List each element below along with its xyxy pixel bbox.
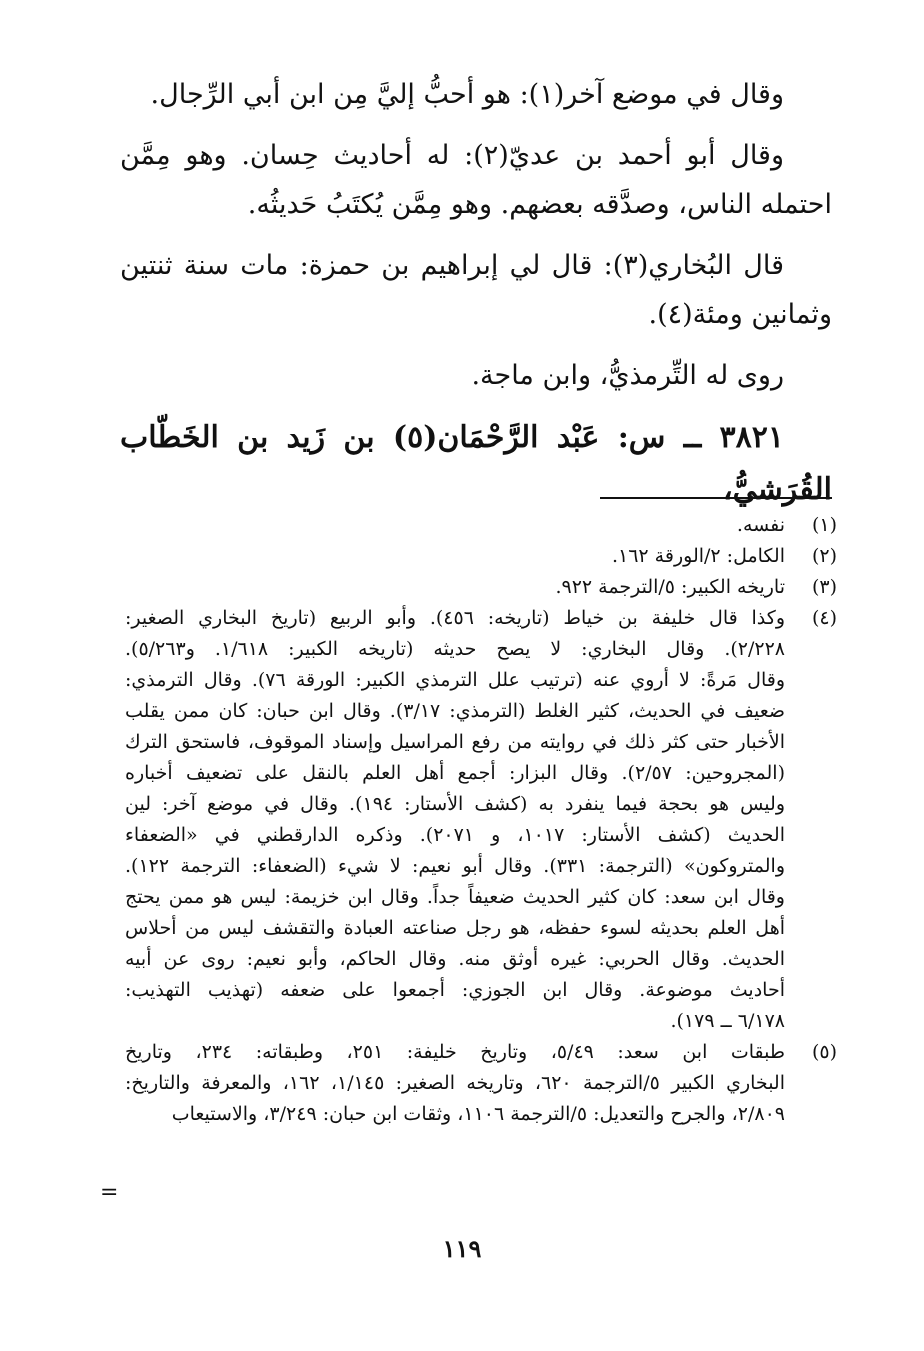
page-number: ١١٩: [442, 1234, 482, 1263]
footnote-separator: [600, 497, 832, 499]
footnote-text: [125, 603, 785, 1037]
footnote-text: [125, 541, 785, 572]
footnotes: [125, 510, 837, 1130]
footnote-line: الحديث (كشف الأستار: ١٠١٧، و ٢٠٧١). وذكره الدارقطني في «الضعفاء: [125, 824, 785, 846]
paragraph-4: روى له التِّرمذيُّ، وابن ماجة.: [471, 360, 784, 391]
footnote-line: الحديث. وقال الحربي: غيره أوثق منه. وقال الحاكم، وأبو نعيم: روى عن أبيه: [125, 948, 785, 970]
footnote-line: وقال ابن سعد: كان كثير الحديث ضعيفاً جداً. وقال ابن خزيمة: ليس هو ممن يحتج: [125, 886, 785, 908]
footnote-3: [125, 572, 837, 603]
footnote-line: ٢/٢٢٨). وقال البخاري: لا يصح حديثه (تاريخه الكبير: ١/٦١٨. و٥/٢٦٣).: [125, 638, 786, 660]
footnote-number: (٤): [811, 607, 837, 629]
continuation-mark: =: [100, 1180, 119, 1205]
footnote-2: [125, 541, 837, 572]
footnote-number: (١): [811, 514, 837, 536]
footnote-4: [125, 603, 837, 1037]
paragraph-2: وقال أبو أحمد بن عديّ(٢): له أحاديث حِسان. وهو مِمَّن احتمله الناس، وصدَّقه بعضهم. وهو مِمَّن يُكتَبُ حَديثُه.: [120, 140, 832, 220]
footnote-line: أهل العلم بحديثه لسوء حفظه، هو رجل صناعته العبادة والتقشف ليس من أحلاس: [125, 917, 785, 939]
footnote-line: أحاديث موضوعة. وقال ابن الجوزي: أجمعوا على ضعفه (تهذيب التهذيب:: [125, 979, 785, 1001]
footnote-line: البخاري الكبير ٥/الترجمة ٦٢٠، وتاريخه الصغير: ١/١٤٥، ١٦٢، والمعرفة والتاريخ:: [125, 1072, 785, 1094]
paragraph-3: قال البُخاري(٣): قال لي إبراهيم بن حمزة: مات سنة ثنتين وثمانين ومئة(٤).: [120, 250, 832, 330]
footnote-line: والمتروكون» (الترجمة: ٣٣١). وقال أبو نعيم: لا شيء (الضعفاء: الترجمة ١٢٢).: [125, 855, 786, 877]
footnote-line: ٦/١٧٨ ــ ١٧٩).: [670, 1010, 785, 1032]
footnote-line: ٢/٨٠٩، والجرح والتعديل: ٥/الترجمة ١١٠٦، وثقات ابن حبان: ٣/٢٤٩، والاستيعاب: [171, 1103, 785, 1125]
entry-heading: ٣٨٢١ ــ س: عَبْد الرَّحْمَان(٥) بن زَيد بن الخَطّاب القُرَشيُّ،: [120, 420, 832, 507]
footnote-line: ضعيف في الحديث، كثير الغلط (الترمذي: ٣/١٧). وقال ابن حبان: كان ممن يقلب: [125, 700, 785, 722]
footnote-text: [125, 572, 785, 603]
footnote-line: (المجروحين: ٢/٥٧). وقال البزار: أجمع أهل العلم بالنقل على تضعيف أخباره: [125, 762, 785, 784]
main-text: [120, 70, 832, 516]
footnote-1: [125, 510, 837, 541]
footnote-text: [125, 1037, 785, 1130]
footnote-line: طبقات ابن سعد: ٥/٤٩، وتاريخ خليفة: ٢٥١، وطبقاته: ٢٣٤، وتاريخ: [125, 1041, 785, 1063]
footnote-line: وكذا قال خليفة بن خياط (تاريخه: ٤٥٦). وأبو الربيع (تاريخ البخاري الصغير:: [125, 607, 786, 629]
footnote-line: الكامل: ٢/الورقة ١٦٢.: [611, 545, 785, 567]
footnote-line: نفسه.: [736, 514, 785, 536]
footnote-line: الأخبار حتى كثر ذلك في روايته من رفع المراسيل وإسناد الموقوف، فاستحق الترك: [125, 731, 785, 753]
footnote-number: (٣): [811, 576, 837, 598]
footnote-line: وقال مَرةً: لا أروي عنه (ترتيب علل الترمذي الكبير: الورقة ٧٦). وقال الترمذي:: [125, 669, 785, 691]
footnote-text: [125, 510, 785, 541]
paragraph-1: وقال في موضع آخر(١): هو أحبُّ إليَّ مِن ابن أبي الرِّجال.: [150, 79, 784, 110]
footnote-line: وليس هو بحجة فيما ينفرد به (كشف الأستار: ١٩٤). وقال في موضع آخر: لين: [125, 793, 785, 815]
footnote-line: تاريخه الكبير: ٥/الترجمة ٩٢٢.: [555, 576, 785, 598]
footnote-5: [125, 1037, 837, 1130]
footnote-number: (٢): [811, 545, 837, 567]
footnote-number: (٥): [811, 1041, 837, 1063]
